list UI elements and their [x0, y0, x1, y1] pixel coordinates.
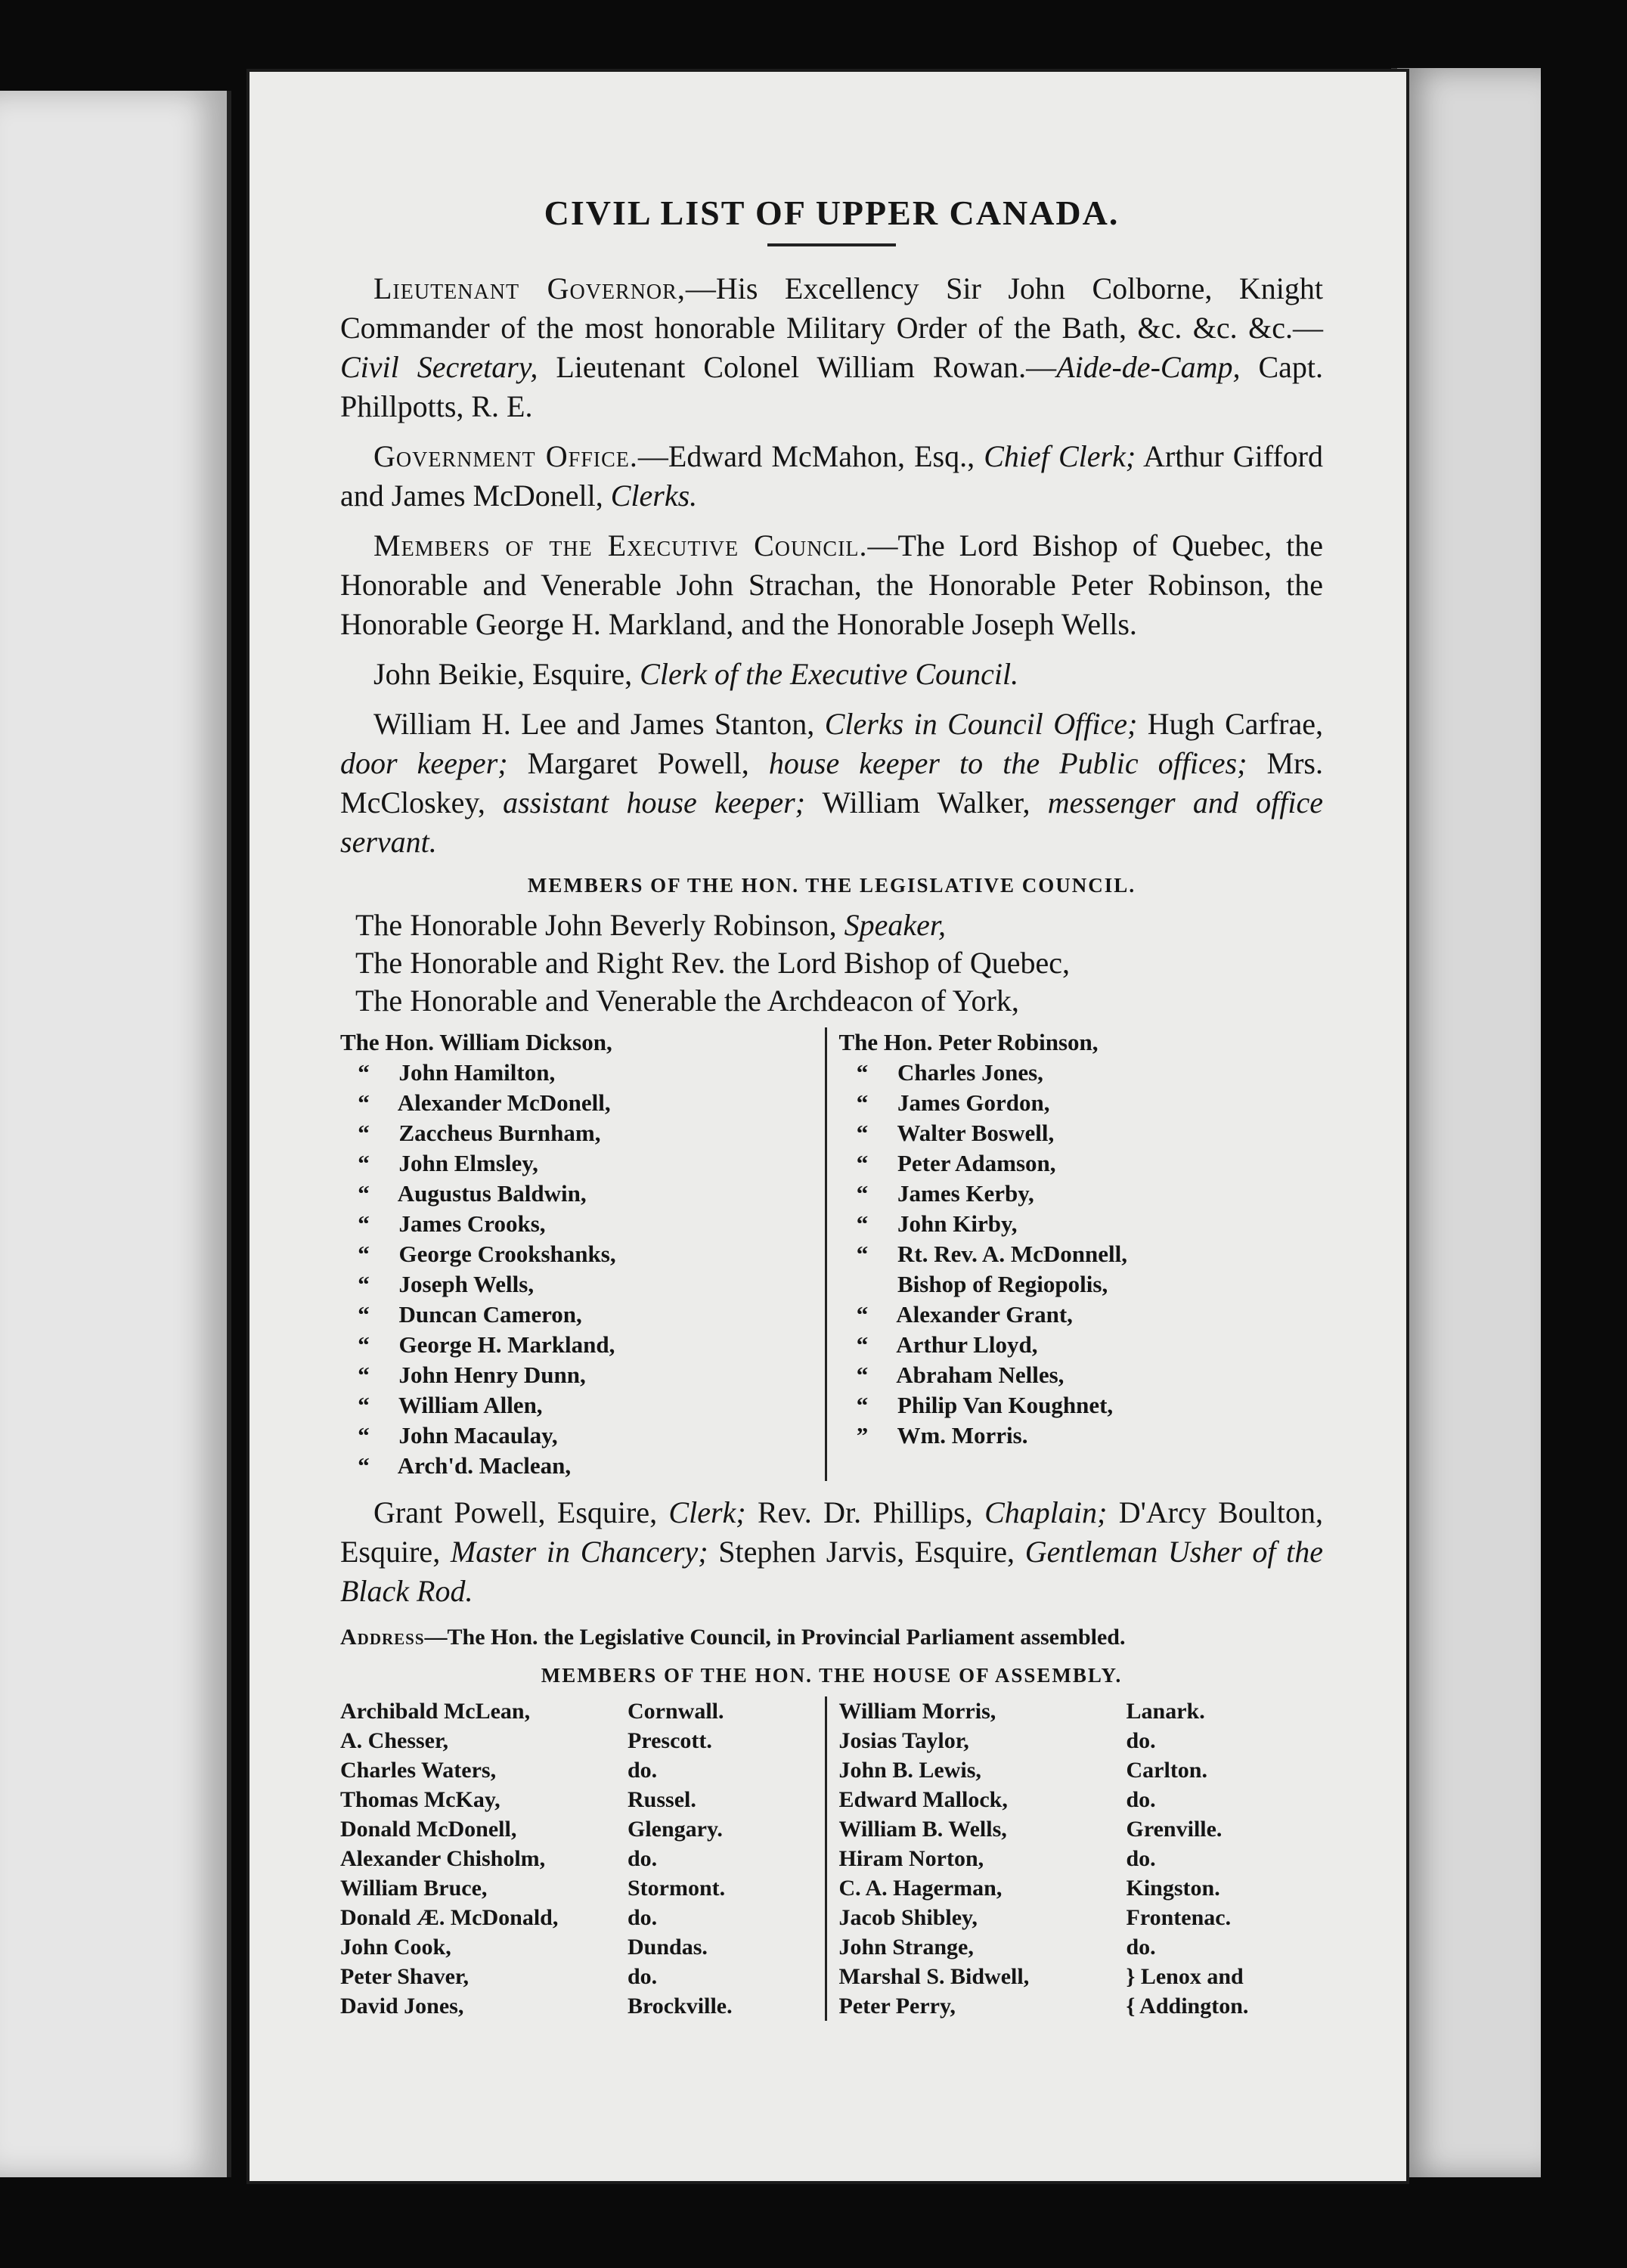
- council-member: “ Alexander Grant,: [838, 1301, 1073, 1328]
- officer-text: Grant Powell, Esquire,: [373, 1495, 669, 1529]
- assembly-member: [839, 1696, 1324, 1726]
- council-officers-entry: [340, 1493, 1323, 1611]
- council-member: “ John Elmsley,: [340, 1150, 538, 1176]
- civil-secretary-label: Civil Secretary,: [340, 350, 538, 384]
- member-name: John Strange,: [838, 1935, 974, 1960]
- assembly-member: [340, 1696, 825, 1726]
- aide-label: Aide-de-Camp,: [1056, 350, 1241, 384]
- assembly-member: [839, 1785, 1324, 1814]
- member-name: Archibald McLean,: [340, 1699, 531, 1724]
- officer-text: Stephen Jarvis, Esquire,: [708, 1535, 1025, 1569]
- office-staff-entry: [340, 705, 1323, 862]
- member-riding: Lanark.: [1126, 1699, 1205, 1724]
- executive-council-label: Members of the Executive Council.: [373, 528, 868, 562]
- council-member: “ John Macaulay,: [340, 1422, 558, 1448]
- officer-role: Master in Chancery;: [450, 1535, 708, 1569]
- government-office-entry: [340, 437, 1323, 516]
- address-entry: [340, 1623, 1323, 1652]
- staff-role: door keeper;: [340, 746, 508, 780]
- title-rule: [767, 243, 896, 246]
- staff-role: house keeper to the Public offices;: [768, 746, 1247, 780]
- member-riding: { Addington.: [1126, 1994, 1249, 2019]
- officer-role: Chaplain;: [984, 1495, 1108, 1529]
- member-name: William Bruce,: [340, 1876, 488, 1901]
- legislative-left-column: [340, 1027, 825, 1481]
- staff-text: William Walker,: [804, 785, 1048, 820]
- member-name: Josias Taylor,: [838, 1728, 969, 1753]
- lt-governor-entry: [340, 269, 1323, 426]
- officer-text: D'Arcy Boulton, Esquire,: [340, 1495, 1323, 1569]
- legislative-right-column: [825, 1027, 1324, 1481]
- council-member: “ Rt. Rev. A. McDonnell,: [838, 1241, 1127, 1267]
- member-name: William Morris,: [838, 1699, 996, 1724]
- member-name: Charles Waters,: [340, 1758, 497, 1783]
- officer-text: Rev. Dr. Phillips,: [745, 1495, 985, 1529]
- assembly-member: [340, 1785, 825, 1814]
- assembly-heading: MEMBERS OF THE HON. THE HOUSE OF ASSEMBLY.: [541, 1664, 1123, 1687]
- assembly-right-column: [825, 1696, 1324, 2021]
- council-member: “ John Henry Dunn,: [340, 1362, 586, 1388]
- member-riding: Carlton.: [1126, 1758, 1207, 1783]
- member-name: Thomas McKay,: [340, 1787, 500, 1812]
- council-member: “ James Crooks,: [340, 1210, 546, 1237]
- member-name: A. Chesser,: [340, 1728, 449, 1753]
- member-name: William B. Wells,: [838, 1817, 1007, 1842]
- member-name: Edward Mallock,: [838, 1787, 1008, 1812]
- council-member: “ Charles Jones,: [838, 1059, 1043, 1086]
- council-member: “ Arch'd. Maclean,: [340, 1452, 572, 1479]
- member-name: John B. Lewis,: [838, 1758, 981, 1783]
- address-text: —The Hon. the Legislative Council, in Provincial Parliament assembled.: [424, 1625, 1126, 1650]
- assembly-member: [839, 1991, 1324, 2021]
- officer-role: Gentleman Usher of the Black Rod.: [340, 1535, 1324, 1608]
- council-member: The Hon. Peter Robinson,: [838, 1029, 1099, 1055]
- council-member: “ William Allen,: [340, 1392, 543, 1418]
- legislative-members: [340, 1027, 1323, 1481]
- member-riding: do.: [628, 1758, 658, 1783]
- assembly-member: [340, 1932, 825, 1962]
- assembly-member: [340, 1814, 825, 1844]
- lt-governor-label: Lieutenant Governor,: [373, 271, 686, 305]
- member-riding: Dundas.: [628, 1935, 708, 1960]
- civil-secretary-name: Lieutenant Colonel William Rowan.—: [538, 350, 1057, 384]
- council-member: “ John Hamilton,: [340, 1059, 556, 1086]
- council-member: “ Augustus Baldwin,: [340, 1180, 587, 1207]
- member-riding: do.: [1126, 1728, 1156, 1753]
- assembly-member: [839, 1726, 1324, 1755]
- assembly-member: [839, 1873, 1324, 1903]
- assembly-member: [839, 1844, 1324, 1873]
- council-member: “ Zaccheus Burnham,: [340, 1120, 601, 1146]
- staff-text: Margaret Powell,: [507, 746, 769, 780]
- member-riding: Prescott.: [628, 1728, 712, 1753]
- member-riding: do.: [1126, 1846, 1156, 1871]
- council-member: “ Peter Adamson,: [838, 1150, 1056, 1176]
- assembly-members: [340, 1696, 1323, 2021]
- assembly-member: [340, 1962, 825, 1991]
- member-riding: Russel.: [628, 1787, 696, 1812]
- assembly-member: [340, 1873, 825, 1903]
- speaker-name: The Honorable John Beverly Robinson,: [355, 908, 844, 942]
- staff-role: Clerks in Council Office;: [824, 707, 1138, 741]
- council-member: The Hon. William Dickson,: [340, 1029, 612, 1055]
- member-riding: Brockville.: [628, 1994, 733, 2019]
- member-riding: Grenville.: [1126, 1817, 1223, 1842]
- council-member: “ Arthur Lloyd,: [838, 1331, 1038, 1358]
- speaker-line: [340, 906, 1323, 944]
- legislative-council-heading: MEMBERS OF THE HON. THE LEGISLATIVE COUNCIL.: [527, 874, 1136, 897]
- council-member: “ Philip Van Koughnet,: [838, 1392, 1114, 1418]
- archdeacon-line: The Honorable and Venerable the Archdeacon of York,: [355, 984, 1019, 1018]
- assembly-member: [340, 1991, 825, 2021]
- member-riding: do.: [628, 1964, 658, 1989]
- aide-name: Capt. Phillpotts, R. E.: [340, 350, 1324, 423]
- page-edges: [1391, 68, 1541, 2177]
- council-member: ” Wm. Morris.: [838, 1422, 1028, 1448]
- assembly-left-column: [340, 1696, 825, 2021]
- chief-clerk-label: Chief Clerk;: [984, 439, 1136, 473]
- member-riding: do.: [1126, 1787, 1156, 1812]
- member-name: Alexander Chisholm,: [340, 1846, 546, 1871]
- assembly-member: [340, 1726, 825, 1755]
- member-riding: Glengary.: [628, 1817, 723, 1842]
- assembly-member: [340, 1844, 825, 1873]
- staff-text: Hugh Carfrae,: [1137, 707, 1323, 741]
- beikie-entry: [340, 655, 1323, 694]
- council-member: “ James Kerby,: [838, 1180, 1034, 1207]
- council-member: “ Duncan Cameron,: [340, 1301, 582, 1328]
- executive-council-text: —The Lord Bishop of Quebec, the Honorable and Venerable John Strachan, the Honorable Peter Robinson, the Honorable George H. Markland, and the Honorable Joseph Wells.: [340, 528, 1323, 641]
- staff-text: William H. Lee and James Stanton,: [373, 707, 825, 741]
- member-name: Jacob Shibley,: [838, 1905, 978, 1930]
- member-riding: Stormont.: [628, 1876, 726, 1901]
- beikie-role: Clerk of the Executive Council.: [640, 657, 1019, 691]
- staff-role: assistant house keeper;: [503, 785, 805, 820]
- member-name: Hiram Norton,: [838, 1846, 984, 1871]
- staff-text: Mrs. McCloskey,: [340, 746, 1323, 820]
- member-name: Donald McDonell,: [340, 1817, 517, 1842]
- staff-role: messenger and office servant.: [340, 785, 1323, 859]
- council-member: “ Abraham Nelles,: [838, 1362, 1065, 1388]
- government-office-label: Government Office.: [373, 439, 638, 473]
- beikie-name: John Beikie, Esquire,: [373, 657, 640, 691]
- council-member: “ Joseph Wells,: [340, 1271, 535, 1297]
- member-name: Peter Perry,: [838, 1994, 956, 2019]
- council-member: “ Alexander McDonell,: [340, 1089, 611, 1116]
- council-member: “ Walter Boswell,: [838, 1120, 1055, 1146]
- member-riding: Frontenac.: [1126, 1905, 1232, 1930]
- member-name: David Jones,: [340, 1994, 464, 2019]
- clerks-label: Clerks.: [610, 479, 698, 513]
- officer-role: Clerk;: [668, 1495, 746, 1529]
- assembly-member: [839, 1932, 1324, 1962]
- bishop-line: The Honorable and Right Rev. the Lord Bishop of Quebec,: [355, 946, 1070, 980]
- clerks-names: Arthur Gifford and James McDonell,: [340, 439, 1323, 513]
- page-content: [340, 193, 1323, 2021]
- member-riding: do.: [1126, 1935, 1156, 1960]
- assembly-member: [839, 1903, 1324, 1932]
- council-member: “ George Crookshanks,: [340, 1241, 616, 1267]
- member-riding: do.: [628, 1846, 658, 1871]
- address-label: Address: [340, 1625, 425, 1650]
- member-name: Peter Shaver,: [340, 1964, 469, 1989]
- member-name: Marshal S. Bidwell,: [838, 1964, 1030, 1989]
- member-riding: do.: [628, 1905, 658, 1930]
- member-name: Donald Æ. McDonald,: [340, 1905, 559, 1930]
- assembly-member: [839, 1755, 1324, 1785]
- member-name: John Cook,: [340, 1935, 451, 1960]
- council-member: Bishop of Regiopolis,: [838, 1271, 1108, 1297]
- member-name: C. A. Hagerman,: [838, 1876, 1003, 1901]
- assembly-member: [340, 1755, 825, 1785]
- speaker-role: Speaker,: [844, 908, 946, 942]
- book-page: [249, 72, 1406, 2181]
- member-riding: Cornwall.: [628, 1699, 724, 1724]
- page-title: CIVIL LIST OF UPPER CANADA.: [544, 194, 1120, 232]
- member-riding: Kingston.: [1126, 1876, 1220, 1901]
- government-office-text: —Edward McMahon, Esq.,: [637, 439, 984, 473]
- facing-page: [0, 91, 231, 2177]
- executive-council-entry: [340, 526, 1323, 644]
- lt-governor-text: —His Excellency Sir John Colborne, Knight Commander of the most honorable Military Order of the Bath, &c. &c. &c.—: [340, 271, 1324, 345]
- council-member: “ John Kirby,: [838, 1210, 1018, 1237]
- member-riding: } Lenox and: [1126, 1964, 1244, 1989]
- council-member: “ George H. Markland,: [340, 1331, 615, 1358]
- assembly-member: [839, 1962, 1324, 1991]
- council-member: “ James Gordon,: [838, 1089, 1050, 1116]
- assembly-member: [340, 1903, 825, 1932]
- assembly-member: [839, 1814, 1324, 1844]
